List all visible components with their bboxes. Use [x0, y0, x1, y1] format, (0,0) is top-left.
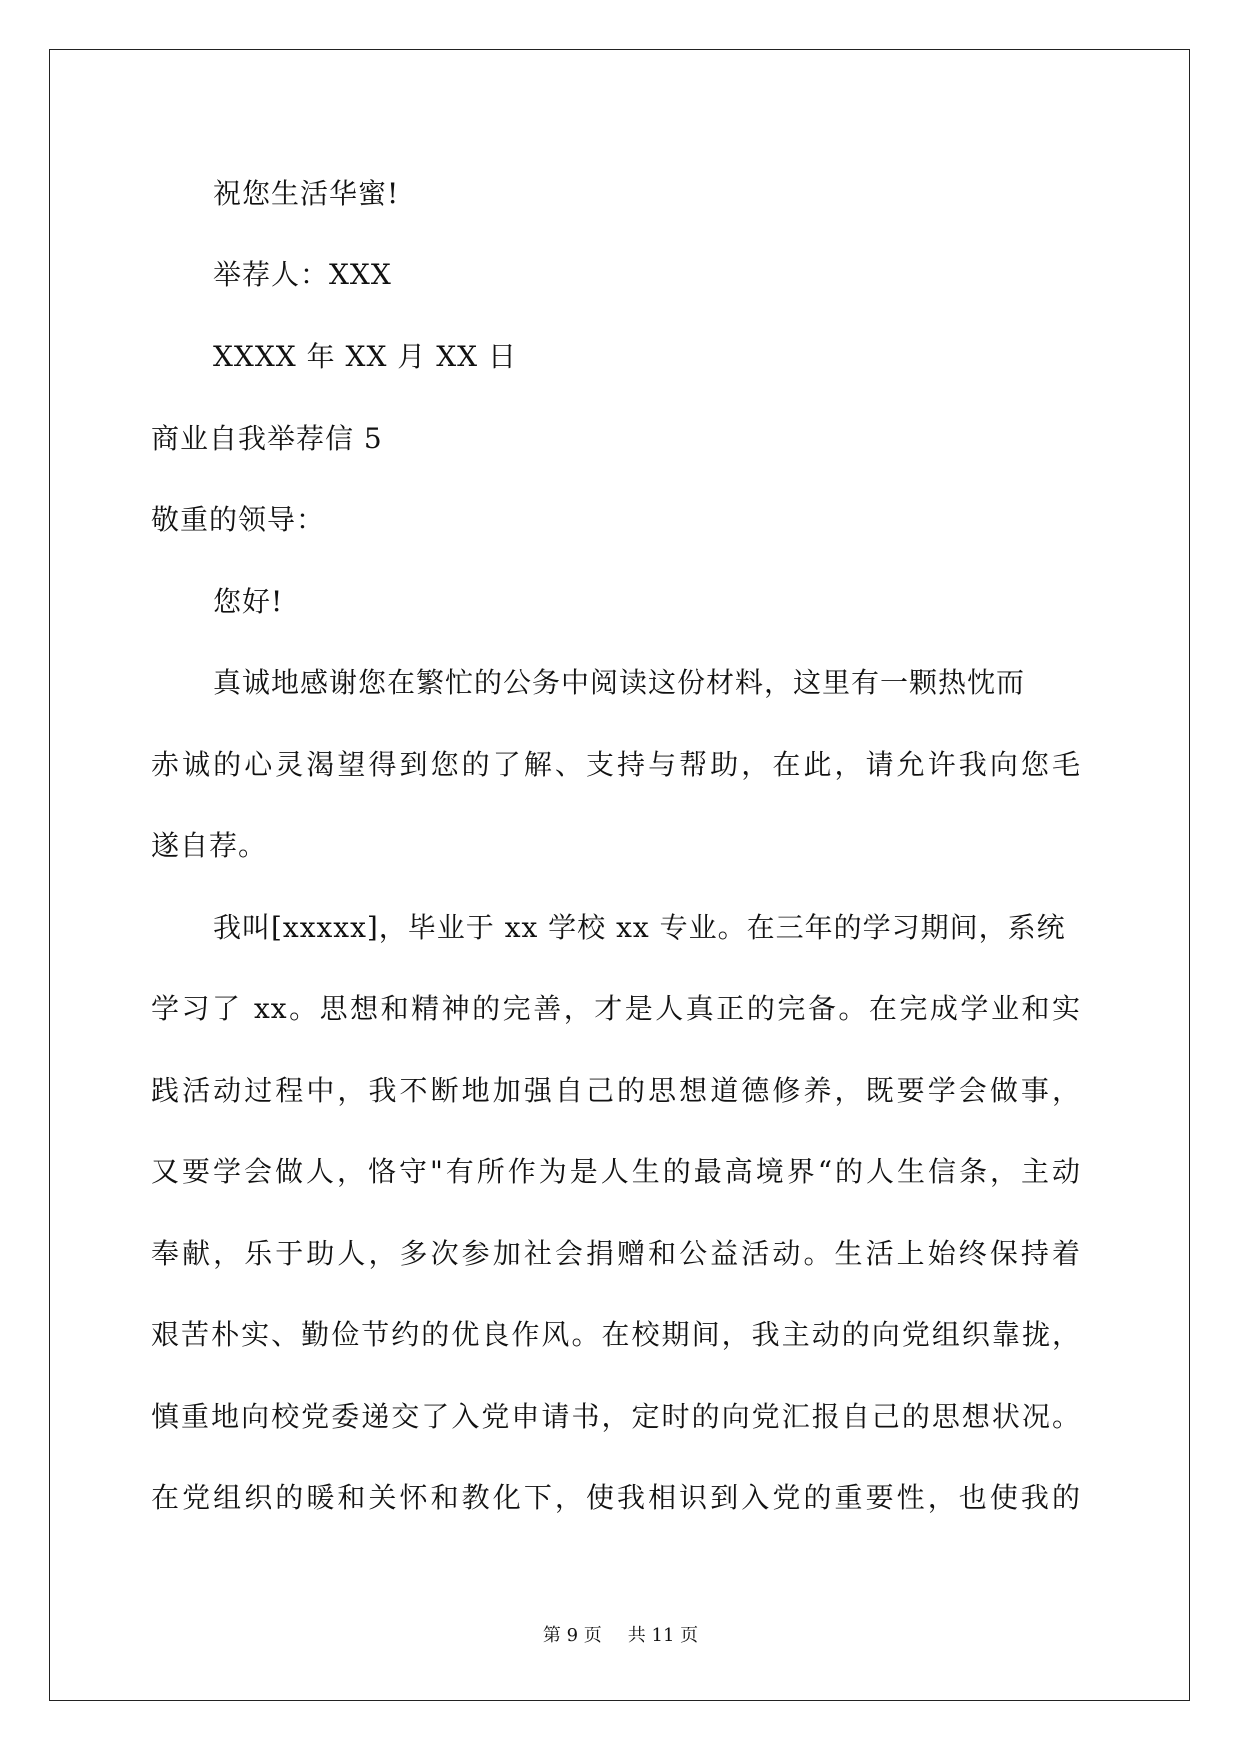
paragraph-line: 真诚地感谢您在繁忙的公务中阅读这份材料，这里有一颗热忱而 [213, 666, 1026, 699]
paragraph-line: 赤诚的心灵渴望得到您的了解、支持与帮助，在此，请允许我向您毛 [151, 748, 1081, 781]
recommender-line: 举荐人：XXX [213, 258, 392, 291]
paragraph-line: 艰苦朴实、勤俭节约的优良作风。在校期间，我主动的向党组织靠拢， [151, 1318, 1081, 1351]
salutation: 敬重的领导： [151, 503, 326, 536]
paragraph-line: 在党组织的暖和关怀和教化下，使我相识到入党的重要性，也使我的 [151, 1481, 1081, 1514]
paragraph-line: 又要学会做人，恪守"有所作为是人生的最高境界“的人生信条，主动 [151, 1155, 1081, 1188]
page-number: 第 9 页 [542, 1625, 602, 1646]
paragraph-line: 慎重地向校党委递交了入党申请书，定时的向党汇报自己的思想状况。 [151, 1400, 1081, 1433]
paragraph-line: 我叫[xxxxx]，毕业于 xx 学校 xx 专业。在三年的学习期间，系统 [213, 911, 1066, 944]
closing-wish: 祝您生活华蜜! [213, 177, 400, 210]
page-total: 共 11 页 [627, 1625, 699, 1646]
paragraph-line: 践活动过程中，我不断地加强自己的思想道德修养，既要学会做事， [151, 1074, 1081, 1107]
section-heading: 商业自我举荐信 5 [151, 422, 383, 455]
date-line: XXXX 年 XX 月 XX 日 [213, 340, 517, 373]
paragraph-line: 学习了 xx。思想和精神的完善，才是人真正的完备。在完成学业和实 [151, 992, 1081, 1025]
page-border [49, 49, 1190, 1701]
greeting: 您好! [213, 585, 284, 618]
paragraph-line: 遂自荐。 [151, 829, 268, 862]
paragraph-line: 奉献，乐于助人，多次参加社会捐赠和公益活动。生活上始终保持着 [151, 1237, 1081, 1270]
page-footer [0, 1624, 1241, 1648]
